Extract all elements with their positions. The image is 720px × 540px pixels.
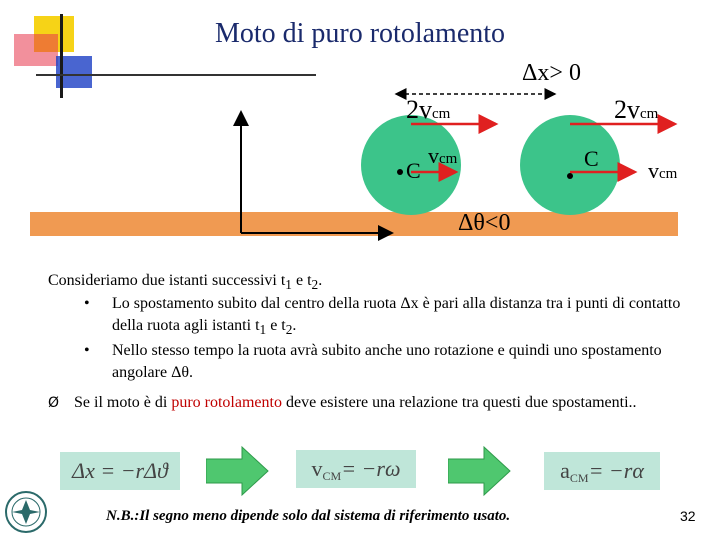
bullet-marker: • [84,342,90,359]
highlight-text: puro rotolamento [171,394,282,411]
university-seal-icon [4,490,48,534]
left-top-velocity-label: 2vcm [406,95,451,124]
right-center-label: C [584,146,599,171]
conclusion: Ø Se il moto è di puro rotolamento deve esistere una relazione tra questi due spostamenti.. [48,392,698,414]
left-center-velocity-label: vcm [428,143,458,168]
left-center-dot [397,169,403,175]
right-center-velocity-label: vcm [648,158,678,183]
arrow-right-icon [448,445,512,497]
equation-3: a CM = −rα [544,452,660,490]
arrow-right-icon [206,445,270,497]
arrow-bullet-icon: Ø [48,395,60,411]
intro-line: Consideriamo due istanti successivi $t_1$ e $t_2$. [48,272,323,293]
bullet-2: • Nello stesso tempo la ruota avrà subito anche uno rotazione e quindi uno spostamento angolare Δθ. [84,342,662,381]
right-top-velocity-label: 2vcm [614,95,659,124]
slide-title: Moto di puro rotolamento [214,18,506,49]
page-number: 32 [680,508,696,524]
right-center-dot [567,173,573,179]
left-center-label: C [406,158,421,183]
equation-1: Δx = −rΔϑ [60,452,180,490]
dtheta-label: Δθ<0 [458,210,511,236]
footnote: N.B.:Il segno meno dipende solo dal sistema di riferimento usato. [106,508,511,524]
right-wheel [520,115,620,215]
equation-2: v CM = −rω [296,450,416,488]
bullet-marker: • [84,295,90,312]
dx-label: Δx> 0 [522,60,581,86]
bullet-1: • Lo spostamento subito dal centro della ruota Δx è pari alla distanza tra i punti di contatto della ruota agli istanti $t_1$ e $t_2$. [84,295,681,338]
